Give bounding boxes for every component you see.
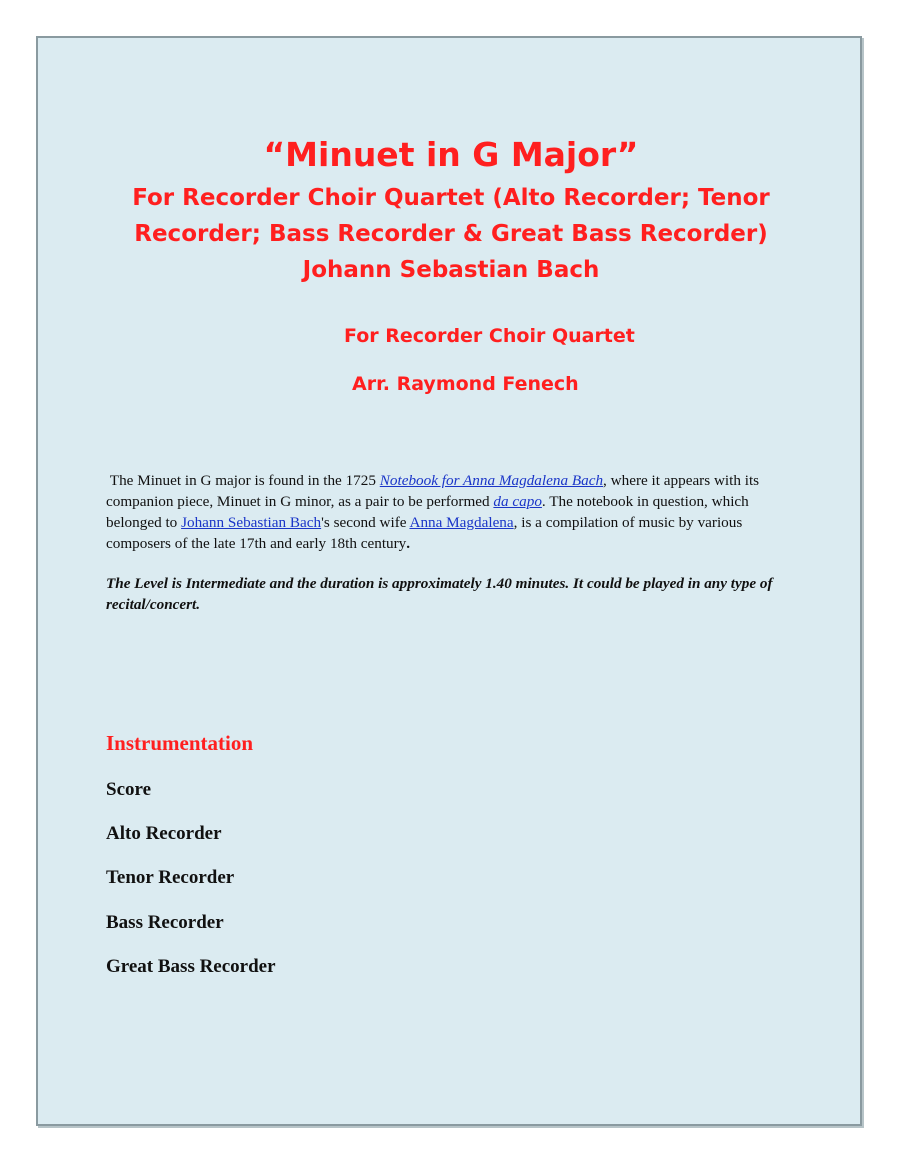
link-anna-magdalena[interactable]: Anna Magdalena [409,514,514,531]
cover-frame [36,36,862,1126]
description-text-3: . The notebook in question, which belonged to [106,493,749,531]
level-note: The Level is Intermediate and the duration is approximately 1.40 minutes. It could be played in any type of recital/concert. [106,575,773,613]
link-notebook-anna-magdalena[interactable]: Notebook for Anna Magdalena Bach [379,472,604,489]
description-paragraph [106,470,786,554]
title-block [38,134,864,288]
instrument-score: Score [106,779,152,800]
main-title: “Minuet in G Major” [263,135,639,174]
link-da-capo[interactable]: da capo [493,493,542,510]
description-text-5: , is a compilation of music by various composers of the late 17th and early 18th century [106,514,743,552]
description-text-6: . [406,535,411,552]
instrument-alto-recorder: Alto Recorder [106,823,222,845]
instrumentation-heading: Instrumentation [106,731,254,755]
description-text-2: , where it appears with its companion piece, Minuet in G minor, as a pair to be performed [106,472,760,510]
subtitle: For Recorder Choir Quartet (Alto Recorder; Tenor Recorder; Bass Recorder & Great Bass Recorder) [132,185,770,247]
instrument-bass-recorder: Bass Recorder [106,911,224,933]
instrument-tenor-recorder: Tenor Recorder [106,867,235,889]
description-text-4: 's second wife [321,514,410,531]
link-johann-sebastian-bach[interactable]: Johann Sebastian Bach [181,514,322,531]
description-text-1: The Minuet in G major is found in the 1725 [109,472,380,489]
arranger-line: Arr. Raymond Fenech [352,373,579,395]
composer-name: Johann Sebastian Bach [302,257,600,283]
ensemble-line: For Recorder Choir Quartet [344,325,635,347]
instrument-great-bass-recorder: Great Bass Recorder [106,955,276,977]
instrumentation-list [106,778,276,999]
